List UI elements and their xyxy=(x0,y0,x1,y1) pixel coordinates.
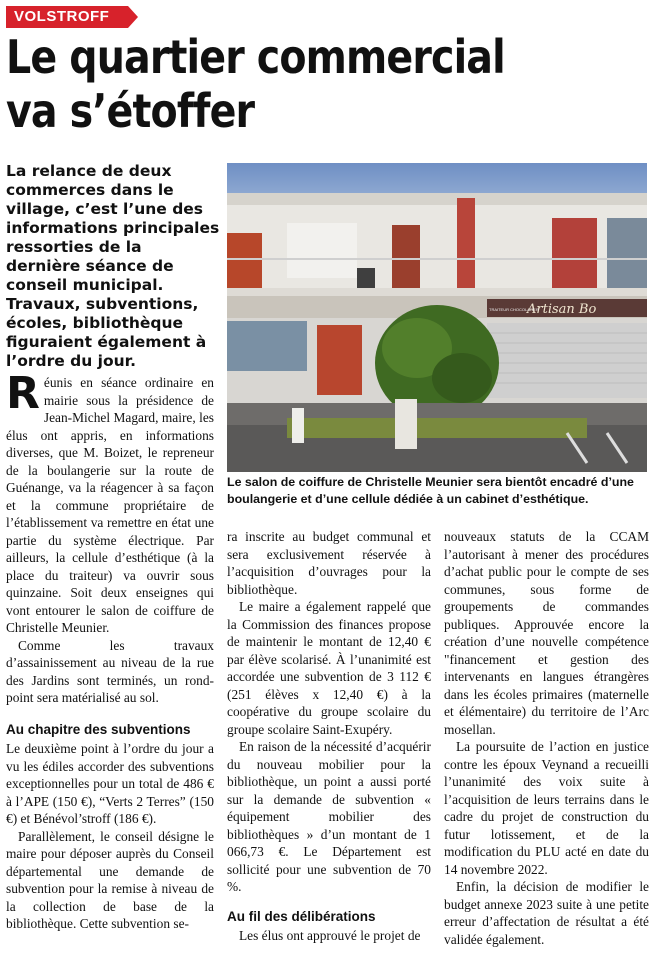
col3-paragraph-2: La poursuite de l’action en justice contre les époux Veynand a recueilli l’unanimité des voix suite à l’acquisition de leurs terrains dans le cadre du projet de construction du futur lotissement, et de la modification du PLU acté en date du 14 novembre 2022. xyxy=(444,739,649,877)
subhead-deliberations: Au fil des délibérations xyxy=(227,908,376,924)
photo-caption: Le salon de coiffure de Christelle Meunier sera bientôt encadré d’une boulangerie et d’une cellule dédiée à un cabinet d’esthétique. xyxy=(227,475,634,506)
drop-cap: R xyxy=(6,368,40,419)
shop-sign-text: Artisan Bo xyxy=(527,302,597,317)
col1-paragraph-4: Parallèlement, le conseil désigne le maire pour déposer auprès du Conseil départemental une demande de subvention pour la remise à niveau de la collection de base de la bibliothèque. Cette subvention se- xyxy=(6,828,214,931)
col3-paragraph-1: nouveaux statuts de la CCAM l’autorisant à mener des procédures d’achat public pour le compte de ses communes, sous forme de groupements de commandes publiques. Approuvée encore la création d’une nouvelle compétence "financement et gestion des intervenants en langues étrangères dans les écoles primaires (maternelle et élémentaire) du territoire de l’Arc mosellan. xyxy=(444,529,649,737)
col1-paragraph-1 xyxy=(6,368,214,637)
storefront-photo xyxy=(227,163,647,472)
col1-paragraph-1-text: éunis en séance ordinaire en mairie sous la présidence de Jean-Michel Magard, maire, les élus ont appris, en informations diverses, que M. Boizet, le repreneur de la boulangerie sur la route de Guénange, va la réagencer à sa façon et la commune propriétaire de l’établissement va remettre en état une partie du système électrique. Par ailleurs, la cellule d’esthétique (à la place du traiteur) va ouvrir sous quinzaine. Soit deux enseignes qui vont entourer le salon de coiffure de Christelle Meunier. xyxy=(6,375,214,635)
col1-paragraph-3: Le deuxième point à l’ordre du jour a vu les édiles accorder des subventions exceptionnelles pour un total de 486 € à l’APE (150 €), “Verts 2 Terres” (150 €) et Bénévol’stroff (186 €). xyxy=(6,741,214,826)
column-1 xyxy=(6,368,214,933)
col2-paragraph-4: Les élus ont approuvé le projet de xyxy=(239,928,421,943)
col3-paragraph-3: Enfin, la décision de modifier le budget annexe 2023 suite à une petite erreur d’affectation de résultat a été validée également. xyxy=(444,879,649,947)
headline: Le quartier commercial va s’étoffer xyxy=(6,30,505,138)
col2-paragraph-2: Le maire a également rappelé que la Commission des finances propose de maintenir le montant de 12,40 € par élève scolarisé. À l’unanimité est accordée une subvention de 3 112 € (251 élèves x 12,40 €) à la coopérative du groupe scolaire du groupe scolaire Saint-Exupéry. xyxy=(227,599,431,737)
lead-paragraph: La relance de deux commerces dans le village, c’est l’une des informations principales ressorties de la dernière séance de conseil municipal. Travaux, subventions, écoles, bibliothèque figuraient également à l’ordre du jour. xyxy=(6,162,220,370)
column-2 xyxy=(227,528,431,945)
subhead-subventions: Au chapitre des subventions xyxy=(6,721,191,737)
shop-sign-small: TRAITEUR CHOCOLATIER xyxy=(489,307,539,312)
column-3 xyxy=(444,528,649,948)
rubric-tag: VOLSTROFF xyxy=(6,6,128,28)
col2-paragraph-1: ra inscrite au budget communal et sera exclusivement réservée à l’acquisition d’ouvrages pour la bibliothèque. xyxy=(227,529,431,597)
col1-paragraph-2: Comme les travaux d’assainissement au niveau de la rue des Jardins sont terminés, un rond-point sera matérialisé au sol. xyxy=(6,637,214,705)
storefront-illustration xyxy=(227,163,647,472)
col2-paragraph-3: En raison de la nécessité d’acquérir du nouveau mobilier pour la bibliothèque, un point a aussi porté sur la demande de subvention « équipement mobilier des bibliothèques » d’un montant de 1 066,73 €. Le Département est sollicité pour une subvention de 70 %. xyxy=(227,739,431,894)
